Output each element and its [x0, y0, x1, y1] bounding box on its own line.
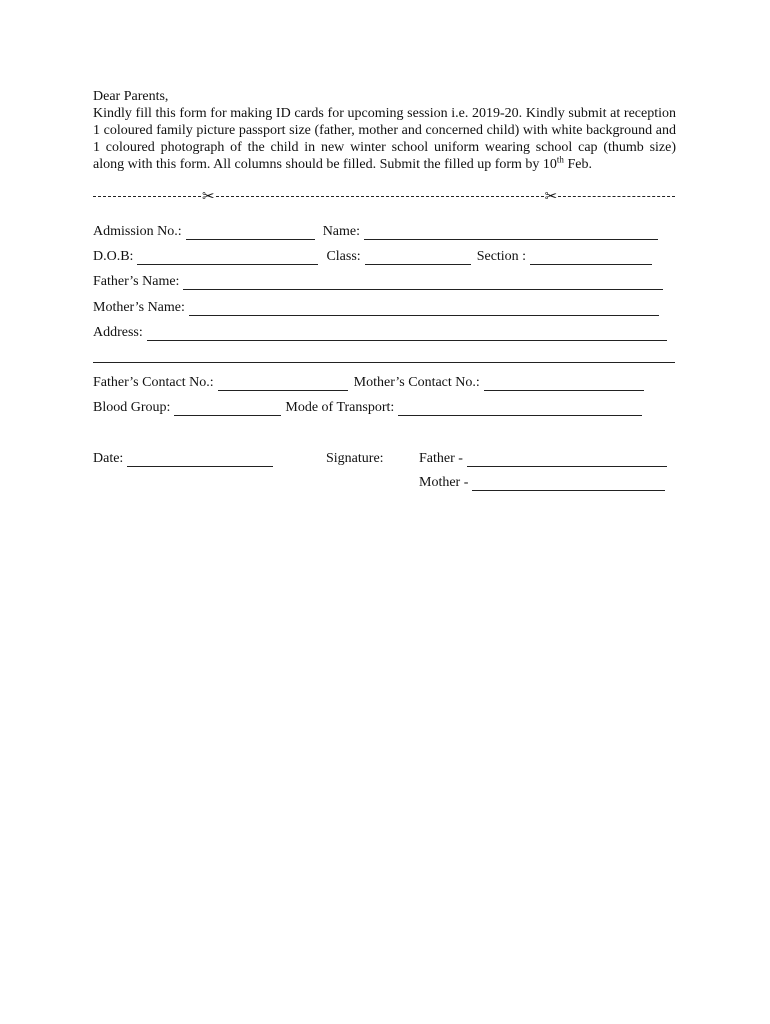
mothers-contact-label: Mother’s Contact No.:	[353, 375, 480, 390]
class-label: Class:	[326, 249, 361, 264]
fathers-contact-field[interactable]	[218, 377, 348, 391]
date-field[interactable]	[127, 453, 273, 467]
blood-group-label: Blood Group:	[93, 400, 171, 415]
name-label: Name:	[322, 224, 361, 239]
mode-of-transport-field[interactable]	[398, 402, 642, 416]
dashed-segment	[558, 196, 675, 197]
dashed-segment	[216, 196, 544, 197]
row-admission-name	[93, 222, 658, 240]
father-signature-label: Father -	[419, 451, 463, 466]
fathers-name-field[interactable]	[183, 276, 663, 290]
letter-intro	[93, 88, 676, 173]
address-field-line-2[interactable]	[93, 350, 675, 363]
mode-of-transport-label: Mode of Transport:	[285, 400, 395, 415]
signature-label-row	[326, 449, 384, 467]
dashed-segment	[93, 196, 201, 197]
section-field[interactable]	[530, 251, 652, 265]
instructions-end: Feb.	[563, 157, 592, 172]
mothers-name-label: Mother’s Name:	[93, 300, 185, 315]
row-mother-signature	[419, 473, 665, 491]
mothers-contact-field[interactable]	[484, 377, 644, 391]
dob-label: D.O.B:	[93, 249, 134, 264]
row-mothers-name	[93, 298, 659, 316]
section-label: Section :	[476, 249, 527, 264]
mother-signature-label: Mother -	[419, 475, 469, 490]
row-address	[93, 323, 667, 341]
admission-no-label: Admission No.:	[93, 224, 182, 239]
row-father-signature	[419, 449, 667, 467]
blood-group-field[interactable]	[174, 402, 281, 416]
row-date	[93, 449, 273, 467]
greeting: Dear Parents,	[93, 89, 169, 104]
row-fathers-name	[93, 272, 663, 290]
mothers-name-field[interactable]	[189, 302, 659, 316]
class-field[interactable]	[365, 251, 471, 265]
row-dob-class-section	[93, 247, 652, 265]
address-label: Address:	[93, 325, 143, 340]
date-label: Date:	[93, 451, 124, 466]
signature-label: Signature:	[326, 451, 384, 466]
fathers-name-label: Father’s Name:	[93, 274, 180, 289]
admission-no-field[interactable]	[186, 226, 315, 240]
instructions-text: Kindly fill this form for making ID cards for upcoming session i.e. 2019-20. Kindly submit at reception 1 coloured family picture passport size (father, mother and concerned child) with white background and 1 coloured photograph of the child in new winter school uniform wearing school cap (thumb size) along with this form. All columns should be filled. Submit the filled up form by 10	[93, 106, 676, 172]
father-signature-field[interactable]	[467, 453, 667, 467]
address-field[interactable]	[147, 327, 667, 341]
scissors-icon: ✂	[544, 187, 558, 205]
row-blood-transport	[93, 398, 642, 416]
cut-here-line	[93, 187, 676, 205]
instructions-paragraph	[93, 105, 676, 173]
date-superscript: th	[556, 154, 564, 165]
dob-field[interactable]	[137, 251, 318, 265]
scissors-icon: ✂	[202, 187, 215, 205]
fathers-contact-label: Father’s Contact No.:	[93, 375, 214, 390]
mother-signature-field[interactable]	[472, 477, 665, 491]
name-field[interactable]	[364, 226, 658, 240]
row-contacts	[93, 373, 644, 391]
